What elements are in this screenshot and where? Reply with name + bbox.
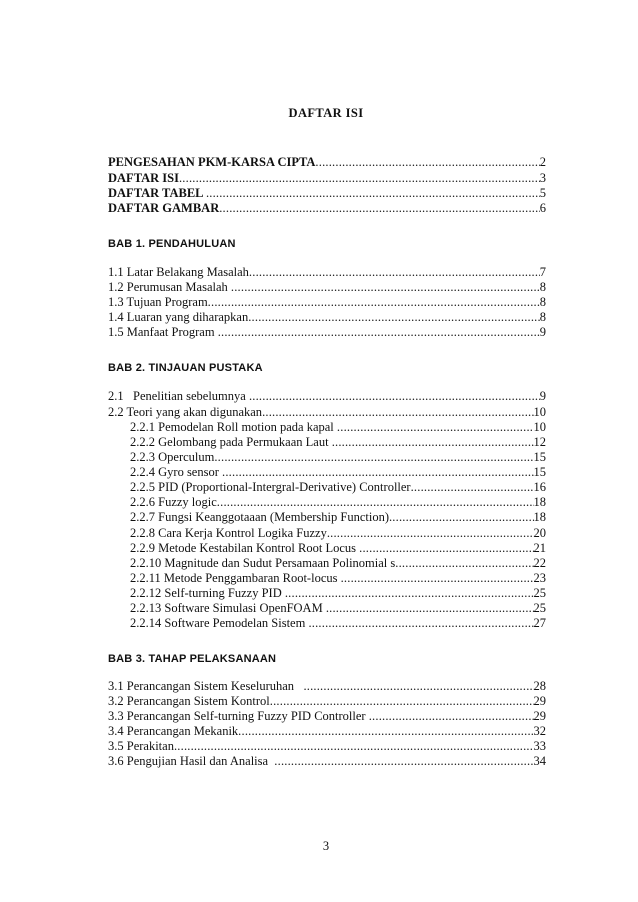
toc-leader — [179, 171, 540, 186]
toc-subentry[interactable] — [130, 601, 546, 616]
toc-page: 29 — [533, 709, 546, 723]
toc-leader — [327, 526, 534, 541]
toc-entry[interactable] — [108, 325, 546, 340]
toc-label: 2.2 Teori yang akan digunakan — [108, 405, 263, 419]
toc-leader — [219, 201, 540, 216]
toc-entry-daftar-gambar[interactable] — [108, 201, 546, 216]
toc-subentry[interactable] — [130, 541, 546, 556]
toc-page: 8 — [539, 295, 546, 309]
toc-page: 8 — [539, 280, 546, 294]
toc-leader — [214, 450, 533, 465]
toc-leader — [285, 586, 534, 601]
toc-entry-pengesahan[interactable] — [108, 155, 546, 170]
toc-subentry[interactable] — [130, 420, 546, 435]
toc-page: 25 — [533, 601, 546, 615]
toc-leader — [341, 571, 534, 586]
toc-label: DAFTAR TABEL — [108, 186, 206, 200]
toc-entry[interactable] — [108, 310, 546, 325]
toc-leader — [262, 405, 533, 420]
toc-label: 2.2.2 Gelombang pada Permukaan Laut — [130, 435, 332, 449]
toc-page: 5 — [539, 186, 546, 200]
toc-label: 2.2.7 Fungsi Keanggotaaan (Membership Function) — [130, 510, 389, 524]
toc-entry[interactable] — [108, 295, 546, 310]
toc-label: 3.3 Perancangan Self-turning Fuzzy PID Controller — [108, 709, 369, 723]
toc-label: 2.2.9 Metode Kestabilan Kontrol Root Locus — [130, 541, 360, 555]
chapter-heading-bab1: BAB 1. PENDAHULUAN — [108, 238, 236, 250]
toc-label: 2.2.3 Operculum — [130, 450, 215, 464]
toc-label: PENGESAHAN PKM-KARSA CIPTA — [108, 155, 316, 169]
toc-label: 1.2 Perumusan Masalah — [108, 280, 231, 294]
toc-leader — [174, 739, 534, 754]
toc-label: 1.1 Latar Belakang Masalah — [108, 265, 249, 279]
toc-label: 2.2.12 Self-turning Fuzzy PID — [130, 586, 285, 600]
page-number: 3 — [322, 839, 330, 853]
toc-leader — [206, 186, 540, 201]
toc-leader — [274, 754, 533, 769]
toc-leader — [411, 480, 534, 495]
toc-subentry[interactable] — [130, 480, 546, 495]
toc-page: 18 — [533, 495, 546, 509]
toc-label: 2.2.4 Gyro sensor — [130, 465, 223, 479]
toc-leader — [326, 601, 534, 616]
toc-label: 1.5 Manfaat Program — [108, 325, 218, 339]
toc-page: 12 — [533, 435, 546, 449]
toc-page: 15 — [533, 450, 546, 464]
toc-page: 8 — [539, 310, 546, 324]
toc-label: 2.2.6 Fuzzy logic — [130, 495, 217, 509]
toc-entry[interactable] — [108, 754, 546, 769]
toc-page: 34 — [533, 754, 546, 768]
toc-page: 2 — [539, 155, 546, 169]
toc-label: 3.6 Pengujian Hasil dan Analisa — [108, 754, 275, 768]
toc-leader — [369, 709, 534, 724]
toc-subentry[interactable] — [130, 571, 546, 586]
toc-subentry[interactable] — [130, 465, 546, 480]
toc-label: DAFTAR ISI — [108, 171, 179, 185]
toc-entry[interactable] — [108, 694, 546, 709]
toc-label: 1.3 Tujuan Program — [108, 295, 208, 309]
toc-leader — [359, 541, 533, 556]
toc-entry-daftar-tabel[interactable] — [108, 186, 546, 201]
toc-page: 23 — [533, 571, 546, 585]
toc-label: 3.4 Perancangan Mekanik — [108, 724, 239, 738]
toc-leader — [222, 465, 533, 480]
toc-page: 18 — [533, 510, 546, 524]
toc-page: 32 — [533, 724, 546, 738]
toc-page: 7 — [539, 265, 546, 279]
toc-label: 3.1 Perancangan Sistem Keseluruhan — [108, 679, 304, 693]
toc-entry[interactable] — [108, 739, 546, 754]
toc-page: 10 — [533, 420, 546, 434]
toc-entry[interactable] — [108, 389, 546, 404]
toc-label: DAFTAR GAMBAR — [108, 201, 220, 215]
toc-label: 2.2.14 Software Pemodelan Sistem — [130, 616, 309, 630]
toc-entry[interactable] — [108, 280, 546, 295]
toc-page: 9 — [539, 389, 546, 403]
toc-entry-daftar-isi[interactable] — [108, 171, 546, 186]
toc-page: 25 — [533, 586, 546, 600]
toc-leader — [308, 616, 533, 631]
toc-leader — [208, 295, 540, 310]
toc-subentry[interactable] — [130, 556, 546, 571]
toc-leader — [249, 389, 540, 404]
toc-label: 3.5 Perakitan — [108, 739, 174, 753]
toc-page: 10 — [533, 405, 546, 419]
toc-label: 2.2.11 Metode Penggambaran Root-locus — [130, 571, 341, 585]
toc-leader — [395, 556, 533, 571]
toc-page: 3 — [539, 171, 546, 185]
toc-leader — [389, 510, 534, 525]
toc-label: 2.1 Penelitian sebelumnya — [108, 389, 249, 403]
toc-entry[interactable] — [108, 265, 546, 280]
toc-leader — [238, 724, 533, 739]
toc-leader — [337, 420, 534, 435]
toc-page: 22 — [533, 556, 546, 570]
toc-entry[interactable] — [108, 679, 546, 694]
toc-subentry[interactable] — [130, 616, 546, 631]
toc-leader — [249, 265, 540, 280]
toc-leader — [218, 325, 540, 340]
toc-page: 15 — [533, 465, 546, 479]
toc-subentry[interactable] — [130, 495, 546, 510]
chapter-heading-bab3: BAB 3. TAHAP PELAKSANAAN — [108, 653, 277, 665]
toc-page: 6 — [539, 201, 546, 215]
toc-leader — [332, 435, 534, 450]
toc-page: 29 — [533, 694, 546, 708]
page-title: DAFTAR ISI — [288, 106, 364, 120]
toc-label: 2.2.5 PID (Proportional-Intergral-Derivative) Controller — [130, 480, 411, 494]
toc-subentry[interactable] — [130, 435, 546, 450]
toc-entry[interactable] — [108, 724, 546, 739]
toc-subentry[interactable] — [130, 510, 546, 525]
toc-page: 33 — [533, 739, 546, 753]
chapter-heading-bab2: BAB 2. TINJAUAN PUSTAKA — [108, 362, 263, 374]
toc-subentry[interactable] — [130, 586, 546, 601]
toc-page: 27 — [533, 616, 546, 630]
toc-page: 28 — [533, 679, 546, 693]
toc-entry[interactable] — [108, 405, 546, 420]
toc-page: 21 — [533, 541, 546, 555]
toc-leader — [303, 679, 533, 694]
toc-page: 20 — [533, 526, 546, 540]
toc-entry[interactable] — [108, 709, 546, 724]
toc-leader — [315, 155, 539, 170]
toc-label: 2.2.1 Pemodelan Roll motion pada kapal — [130, 420, 337, 434]
toc-page: 9 — [539, 325, 546, 339]
toc-leader — [270, 694, 534, 709]
toc-label: 1.4 Luaran yang diharapkan — [108, 310, 249, 324]
toc-label: 2.2.13 Software Simulasi OpenFOAM — [130, 601, 326, 615]
toc-page: 16 — [533, 480, 546, 494]
toc-subentry[interactable] — [130, 526, 546, 541]
toc-leader — [217, 495, 534, 510]
toc-leader — [231, 280, 540, 295]
toc-leader — [248, 310, 540, 325]
toc-label: 2.2.8 Cara Kerja Kontrol Logika Fuzzy — [130, 526, 327, 540]
toc-label: 2.2.10 Magnitude dan Sudut Persamaan Polinomial s — [130, 556, 396, 570]
toc-subentry[interactable] — [130, 450, 546, 465]
toc-label: 3.2 Perancangan Sistem Kontrol — [108, 694, 270, 708]
